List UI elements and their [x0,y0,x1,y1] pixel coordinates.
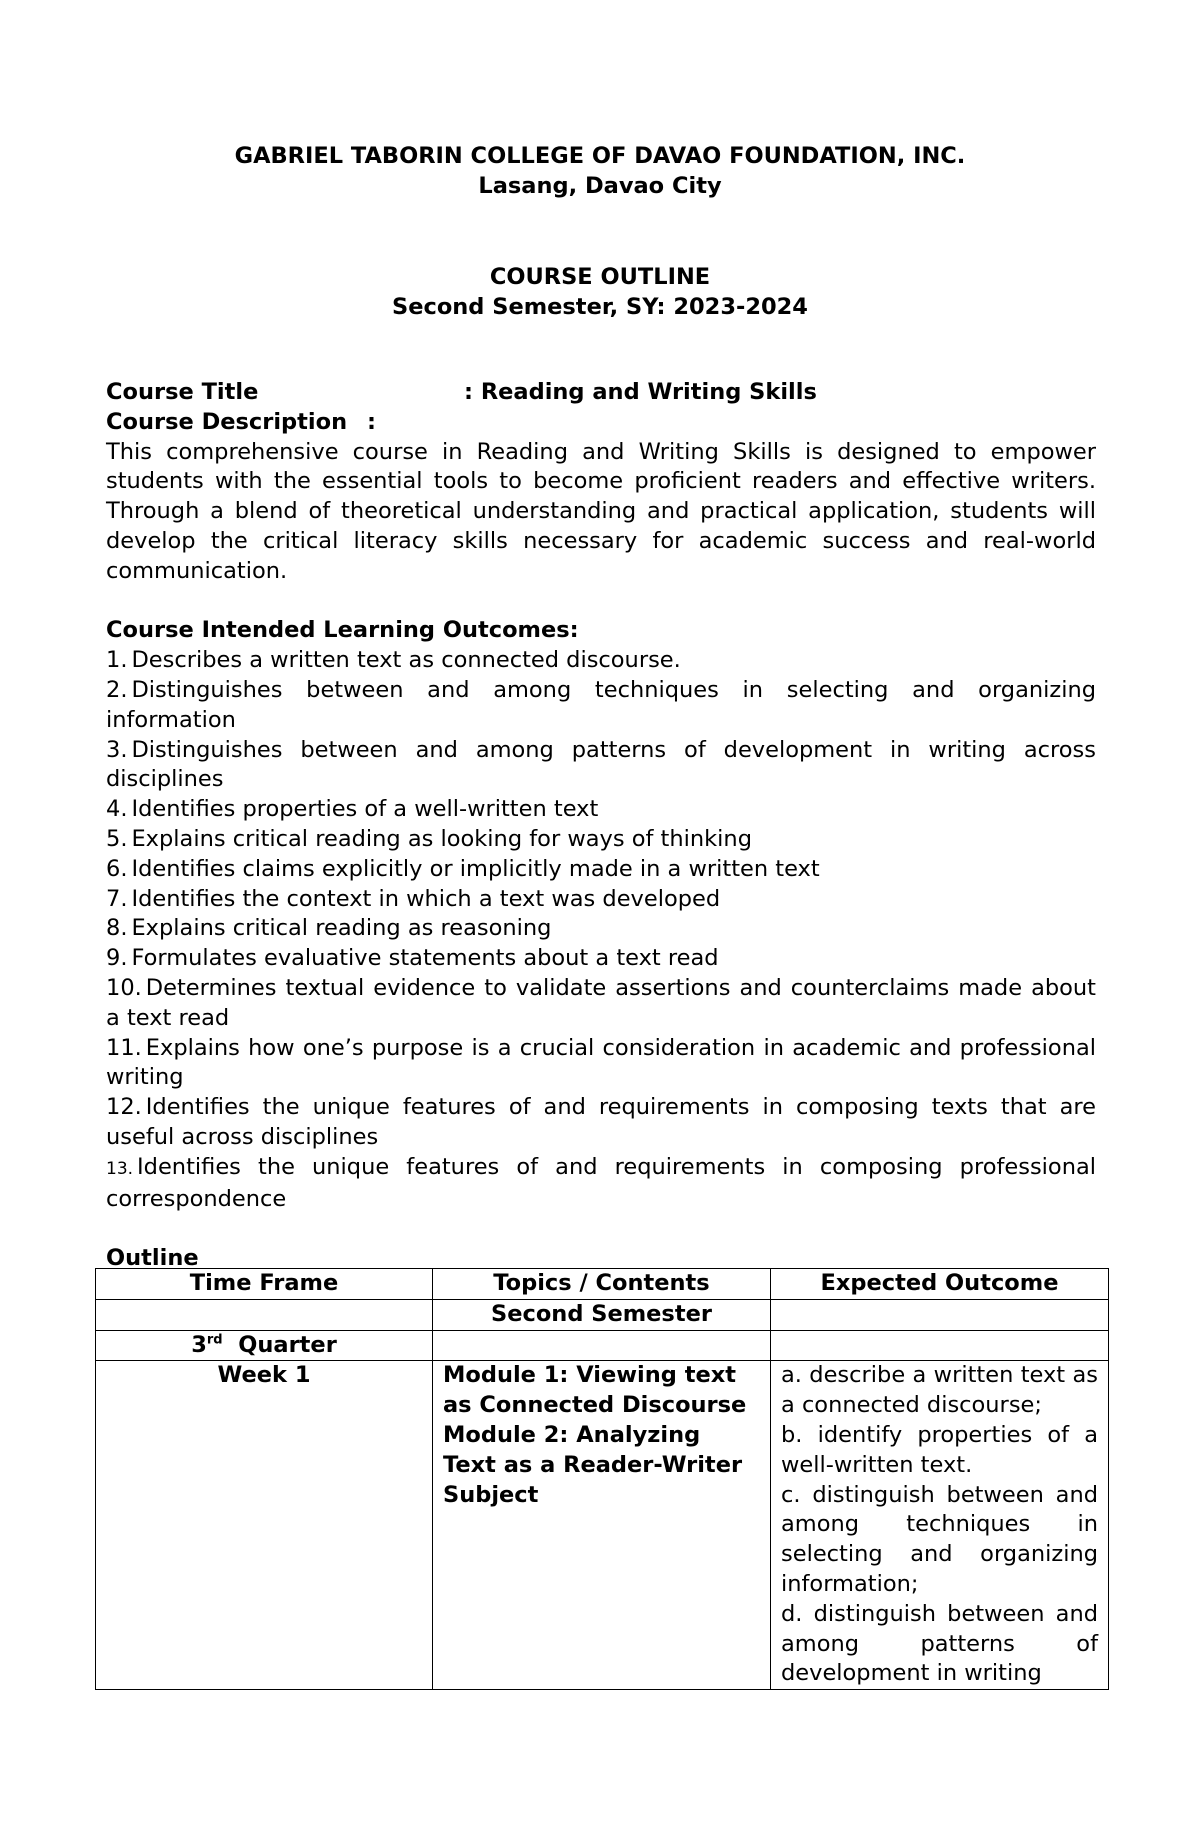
table-cell [433,1330,771,1361]
item-number: 7. [106,885,128,912]
course-description-colon: : [366,408,376,435]
item-number: 10. [106,974,142,1001]
course-title-row [106,378,1096,408]
list-item [106,795,1096,825]
institution-name: GABRIEL TABORIN COLLEGE OF DAVAO FOUNDATION, INC. [234,143,966,169]
outline-heading: Outline [106,1245,199,1272]
item-text: Distinguishes between and among patterns of development in writing across disciplines [106,736,1096,793]
quarter-word: Quarter [238,1331,337,1358]
outcomes-heading: Course Intended Learning Outcomes: [106,617,579,644]
item-number: 1. [106,647,128,674]
quarter-number: 3 [191,1331,207,1358]
week-cell: Week 1 [96,1361,433,1690]
quarter-suffix: rd [206,1332,223,1348]
item-text: Identifies properties of a well-written text [131,796,599,823]
list-item [106,855,1096,885]
table-cell [96,1299,433,1330]
item-text: Describes a written text as connected discourse. [131,647,681,674]
course-description: This comprehensive course in Reading and Writing Skills is designed to empower students with the essential tools to become proficient readers and effective writers. Through a blend of theoretical understanding and practical application, students will develop the critical literacy skills necessary for academic success and real-world communication. [106,438,1096,584]
spacer [106,587,1096,617]
item-number: 12. [106,1094,142,1121]
semester-cell: Second Semester [433,1299,771,1330]
item-text: Determines textual evidence to validate assertions and counterclaims made about a text read [106,974,1096,1031]
document-heading [0,262,1200,322]
expected-item: d. distinguish between and among patterns of development in writing [781,1600,1098,1687]
course-description-row [106,408,1096,438]
item-text: Distinguishes between and among techniques in selecting and organizing information [106,676,1096,733]
institution-location: Lasang, Davao City [478,173,722,199]
topic-item: Module 1: Viewing text as Connected Discourse [443,1362,747,1419]
table-cell [771,1299,1109,1330]
column-header-time-frame: Time Frame [96,1269,433,1300]
expected-item: c. distinguish between and among techniques in selecting and organizing information; [781,1481,1098,1597]
course-description-label: Course Description [106,408,348,435]
list-item [106,974,1096,1034]
column-header-topics: Topics / Contents [433,1269,771,1300]
item-text: Identifies the unique features of and requirements in composing texts that are useful across disciplines [106,1094,1096,1150]
item-text: Identifies the unique features of and requirements in composing professional correspondence [106,1153,1096,1212]
list-item [106,1153,1096,1215]
table-row [96,1330,1109,1361]
item-text: Identifies the context in which a text was developed [131,885,721,912]
item-number: 13. [106,1158,134,1179]
semester-label: Second Semester, SY: 2023-2024 [392,294,808,320]
table-row [96,1361,1109,1690]
item-number: 4. [106,796,128,823]
outline-table [95,1268,1109,1690]
list-item [106,646,1096,676]
topics-cell [433,1361,771,1690]
item-text: Explains critical reading as reasoning [131,915,552,942]
expected-outcome-cell [771,1361,1109,1690]
table-row [96,1299,1109,1330]
list-item [106,825,1096,855]
list-item [106,676,1096,736]
item-number: 11. [106,1034,142,1061]
topic-item: Module 2: Analyzing Text as a Reader-Writer Subject [443,1421,743,1508]
outcomes-list [106,646,1096,1214]
table-header-row [96,1269,1109,1300]
quarter-cell [96,1330,433,1361]
list-item [106,736,1096,796]
item-number: 8. [106,915,128,942]
expected-item: b. identify properties of a well-written text. [781,1421,1098,1478]
spacer [106,1214,1096,1244]
item-number: 6. [106,855,128,882]
item-number: 5. [106,825,128,852]
table-cell [771,1330,1109,1361]
course-title-label: Course Title [106,379,259,405]
item-text: Explains how one’s purpose is a crucial consideration in academic and professional writing [106,1034,1096,1091]
item-number: 3. [106,736,128,763]
item-number: 2. [106,676,128,703]
institution-header [0,141,1200,201]
item-number: 9. [106,945,128,972]
expected-item: a. describe a written text as a connected discourse; [781,1362,1098,1419]
document-title: COURSE OUTLINE [489,264,711,290]
column-header-expected-outcome: Expected Outcome [771,1269,1109,1300]
course-title-value: : Reading and Writing Skills [464,379,817,405]
item-text: Formulates evaluative statements about a text read [131,945,719,972]
list-item [106,1034,1096,1094]
list-item [106,944,1096,974]
item-text: Identifies claims explicitly or implicitly made in a written text [131,855,820,882]
item-text: Explains critical reading as looking for ways of thinking [131,825,752,852]
list-item [106,914,1096,944]
document-body [106,378,1096,1274]
list-item [106,885,1096,915]
list-item [106,1093,1096,1153]
